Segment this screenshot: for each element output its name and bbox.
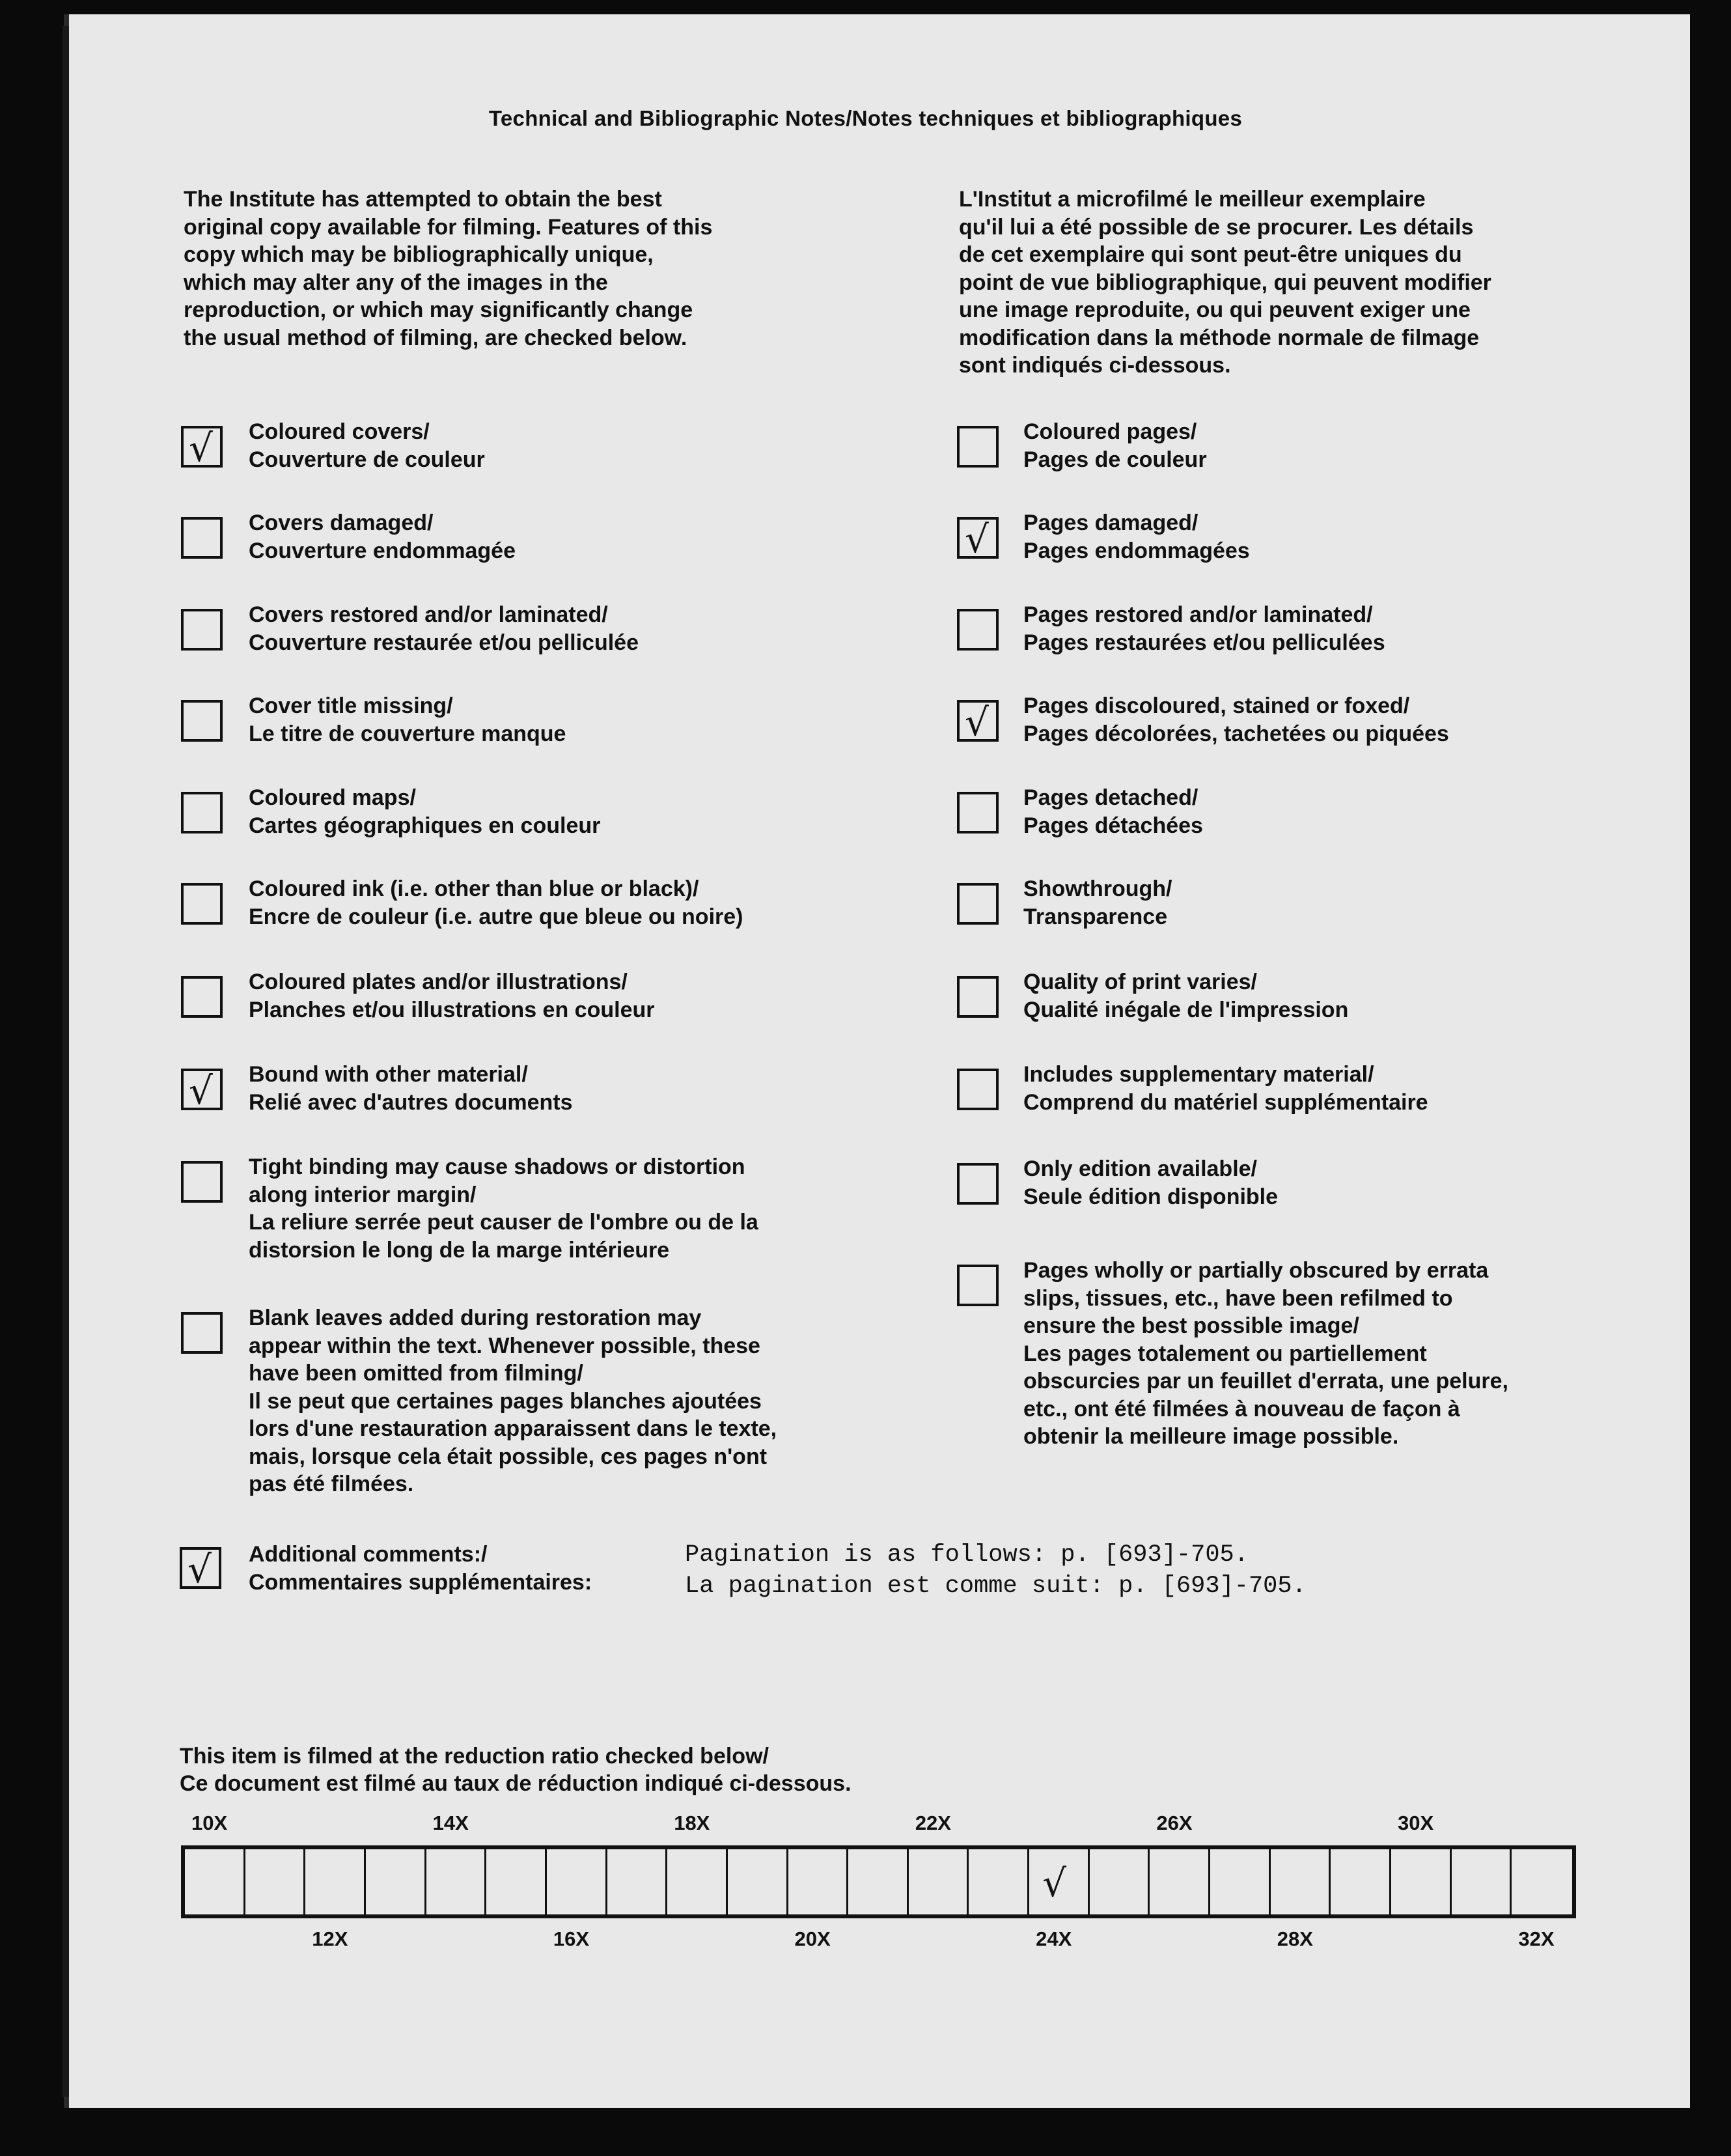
ratio-cell[interactable] (909, 1849, 969, 1914)
ratio-cell[interactable] (426, 1849, 487, 1914)
checkmark-icon: √ (965, 700, 989, 744)
left-item-label-0: Coloured covers/ Couverture de couleur (249, 419, 485, 472)
page-title: Technical and Bibliographic Notes/Notes techniques et bibliographiques (488, 106, 1243, 130)
page-spine-shadow (62, 26, 69, 2097)
right-item-label-1: Pages damaged/ Pages endommagées (1023, 511, 1250, 563)
comments-line-en: Pagination is as follows: p. [693]-705. (685, 1541, 1249, 1569)
left-checkbox-2[interactable] (181, 609, 223, 651)
left-checkbox-6[interactable] (181, 976, 223, 1018)
ratio-top-label: 22X (915, 1812, 951, 1834)
checkmark-icon: √ (189, 426, 213, 470)
ratio-top-label: 30X (1398, 1812, 1434, 1834)
ratio-cell[interactable] (667, 1849, 728, 1914)
ratio-cell[interactable] (607, 1849, 668, 1914)
ratio-top-label: 10X (191, 1812, 228, 1834)
ratio-cell[interactable] (366, 1849, 426, 1914)
ratio-bottom-label: 12X (312, 1927, 348, 1950)
ratio-cell[interactable] (547, 1849, 607, 1914)
checkmark-icon: √ (189, 1069, 213, 1113)
intro-english: The Institute has attempted to obtain the best original copy available for filming. Features of this copy which may be bibliographically unique, which may alter any of the images in the reproduction, or which may significantly change the usual method of filming, are checked below. (184, 187, 713, 350)
left-item-label-9: Blank leaves added during restoration may appear within the text. Whenever possible, these have been omitted from filming/ Il se peut que certaines pages blanches ajoutées lors d'une restauration apparaissent dans le texte, mais, lorsque cela était possible, ces pages n'ont pas été filmées. (249, 1306, 777, 1496)
left-checkbox-3[interactable] (181, 700, 223, 742)
right-item-label-9: Pages wholly or partially obscured by errata slips, tissues, etc., have been refilmed to ensure the best possible image/ Les pages totalement ou partiellement obscurcies par un feuillet d'errata, une pelure, etc., ont été filmées à nouveau de façon à obtenir la meilleure image possible. (1023, 1258, 1508, 1449)
right-checkbox-7[interactable] (957, 1069, 999, 1110)
ratio-cell[interactable] (1271, 1849, 1331, 1914)
ratio-bottom-label: 16X (553, 1927, 590, 1950)
ratio-top-label: 18X (674, 1812, 710, 1834)
ratio-top-label: 26X (1156, 1812, 1193, 1834)
left-item-label-8: Tight binding may cause shadows or distortion along interior margin/ La reliure serrée peut causer de l'ombre ou de la distorsion le long de la marge intérieure (249, 1155, 758, 1263)
reduction-ratio-strip[interactable] (181, 1845, 1576, 1918)
right-checkbox-3[interactable] (957, 700, 999, 742)
intro-french: L'Institut a microfilmé le meilleur exemplaire qu'il lui a été possible de se procurer. Les détails de cet exemplaire qui sont peut-être uniques du point de vue bibliographique, qui peuvent modifier une image reproduite, ou qui peuvent exiger une modification dans la méthode normale de filmage sont indiqués ci-dessous. (959, 187, 1491, 378)
reduction-text-en: This item is filmed at the reduction ratio checked below/ (180, 1744, 769, 1769)
ratio-cell[interactable] (1029, 1849, 1090, 1914)
right-item-label-6: Quality of print varies/ Qualité inégale de l'impression (1023, 970, 1349, 1022)
right-item-label-0: Coloured pages/ Pages de couleur (1023, 419, 1207, 472)
right-item-label-2: Pages restored and/or laminated/ Pages restaurées et/ou pelliculées (1023, 602, 1385, 655)
right-checkbox-0[interactable] (957, 426, 999, 468)
left-checkbox-4[interactable] (181, 792, 223, 833)
right-item-label-4: Pages detached/ Pages détachées (1023, 785, 1203, 838)
ratio-cell[interactable] (1090, 1849, 1150, 1914)
ratio-bottom-label: 24X (1036, 1927, 1072, 1950)
left-item-label-3: Cover title missing/ Le titre de couverture manque (249, 693, 566, 746)
right-item-label-3: Pages discoloured, stained or foxed/ Pages décolorées, tachetées ou piquées (1023, 693, 1449, 746)
ratio-cell[interactable] (245, 1849, 306, 1914)
ratio-cell[interactable] (1452, 1849, 1512, 1914)
left-item-label-2: Covers restored and/or laminated/ Couverture restaurée et/ou pelliculée (249, 602, 639, 655)
ratio-cell[interactable] (969, 1849, 1029, 1914)
ratio-cell[interactable] (728, 1849, 788, 1914)
left-item-label-7: Bound with other material/ Relié avec d'autres documents (249, 1062, 573, 1115)
right-item-label-8: Only edition available/ Seule édition disponible (1023, 1156, 1279, 1209)
reduction-text-fr: Ce document est filmé au taux de réduction indiqué ci-dessous. (180, 1771, 852, 1796)
left-checkbox-0[interactable] (181, 426, 223, 468)
right-item-label-5: Showthrough/ Transparence (1023, 876, 1172, 929)
left-item-label-4: Coloured maps/ Cartes géographiques en couleur (249, 785, 601, 838)
left-checkbox-8[interactable] (181, 1161, 223, 1203)
ratio-top-label: 14X (432, 1812, 469, 1834)
comments-line-fr: La pagination est comme suit: p. [693]-705. (685, 1573, 1307, 1600)
ratio-bottom-label: 20X (794, 1927, 831, 1950)
left-checkbox-7[interactable] (181, 1069, 223, 1113)
ratio-cell[interactable] (1391, 1849, 1452, 1914)
ratio-cell[interactable] (1150, 1849, 1210, 1914)
checkmark-icon: √ (187, 1547, 212, 1591)
ratio-cell[interactable] (1210, 1849, 1271, 1914)
right-checkbox-5[interactable] (957, 883, 999, 925)
ratio-cell[interactable] (1331, 1849, 1391, 1914)
left-item-label-1: Covers damaged/ Couverture endommagée (249, 511, 516, 563)
ratio-cell[interactable] (1512, 1849, 1572, 1914)
right-checkbox-1[interactable] (957, 517, 999, 559)
right-checkbox-9[interactable] (957, 1265, 999, 1306)
left-item-label-6: Coloured plates and/or illustrations/ Planches et/ou illustrations en couleur (249, 970, 655, 1022)
ratio-cell[interactable] (486, 1849, 547, 1914)
right-checkbox-8[interactable] (957, 1163, 999, 1205)
checkmark-icon: √ (1042, 1861, 1067, 1905)
ratio-cell[interactable] (788, 1849, 849, 1914)
left-item-label-5: Coloured ink (i.e. other than blue or black)/ Encre de couleur (i.e. autre que bleue ou noire) (249, 876, 743, 929)
right-checkbox-2[interactable] (957, 609, 999, 651)
additional-comments-label: Additional comments:/ Commentaires supplémentaires: (249, 1542, 592, 1595)
ratio-bottom-label: 32X (1518, 1927, 1555, 1950)
ratio-cell[interactable] (848, 1849, 909, 1914)
left-checkbox-1[interactable] (181, 517, 223, 559)
right-item-label-7: Includes supplementary material/ Comprend du matériel supplémentaire (1023, 1062, 1428, 1115)
ratio-bottom-label: 28X (1277, 1927, 1313, 1950)
right-checkbox-4[interactable] (957, 792, 999, 833)
ratio-cell[interactable] (305, 1849, 366, 1914)
left-checkbox-5[interactable] (181, 883, 223, 925)
checkmark-icon: √ (965, 517, 989, 561)
left-checkbox-9[interactable] (181, 1312, 223, 1354)
ratio-cell[interactable] (185, 1849, 245, 1914)
additional-comments-checkbox[interactable] (180, 1547, 221, 1589)
right-checkbox-6[interactable] (957, 976, 999, 1018)
